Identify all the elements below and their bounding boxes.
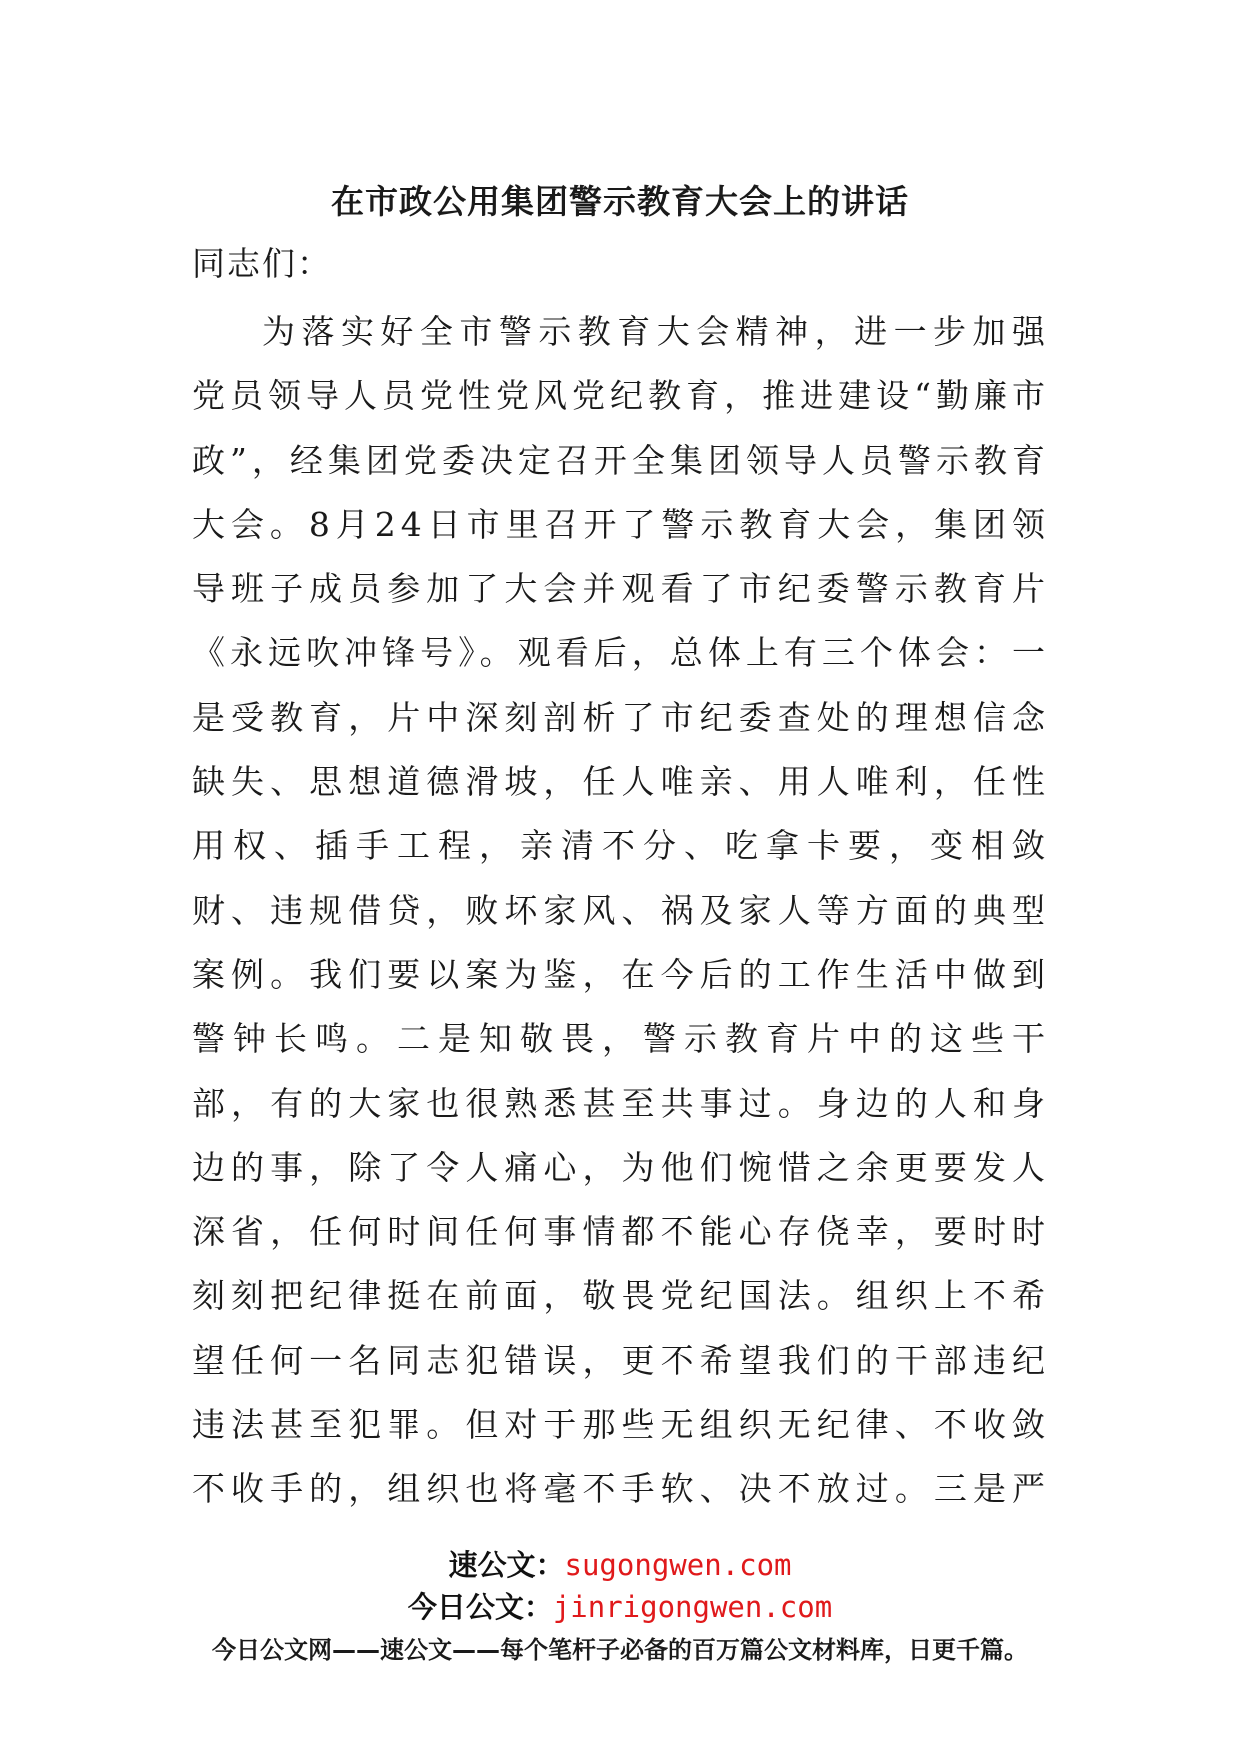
footer-jinrigongwen-link[interactable]: jinrigongwen.com [552, 1590, 833, 1624]
body-paragraph: 为落实好全市警示教育大会精神，进一步加强党员领导人员党性党风党纪教育，推进建设“勤廉市政”，经集团党委决定召开全集团领导人员警示教育大会。8月24日市里召开了警示教育大会，集团领导班子成员参加了大会并观看了市纪委警示教育片《永远吹冲锋号》。观看后，总体上有三个体会：一是受教育，片中深刻剖析了市纪委查处的理想信念缺失、思想道德滑坡，任人唯亲、用人唯利，任性用权、插手工程，亲清不分、吃拿卡要，变相敛财、违规借贷，败坏家风、祸及家人等方面的典型案例。我们要以案为鉴，在今后的工作生活中做到警钟长鸣。二是知敬畏，警示教育片中的这些干部，有的大家也很熟悉甚至共事过。身边的人和身边的事，除了令人痛心，为他们惋惜之余更要发人深省，任何时间任何事情都不能心存侥幸，要时时刻刻把纪律挺在前面，敬畏党纪国法。组织上不希望任何一名同志犯错误，更不希望我们的干部违纪违法甚至犯罪。但对于那些无组织无纪律、不收敛不收手的，组织也将毫不手软、决不放过。三是严 [192, 312, 1050, 1509]
footer-sugongwen-label: 速公文： [448, 1548, 565, 1582]
footer-sugongwen-link[interactable]: sugongwen.com [564, 1548, 792, 1582]
footer-sugongwen [0, 1543, 1240, 1584]
document-title: 在市政公用集团警示教育大会上的讲话 [331, 182, 909, 221]
footer-jinrigongwen-label: 今日公文： [407, 1590, 553, 1624]
salutation: 同志们： [192, 244, 332, 283]
footer-jinrigongwen [0, 1585, 1240, 1626]
footer-slogan: 今日公文网——速公文——每个笔杆子必备的百万篇公文材料库，日更千篇。 [212, 1636, 1028, 1664]
